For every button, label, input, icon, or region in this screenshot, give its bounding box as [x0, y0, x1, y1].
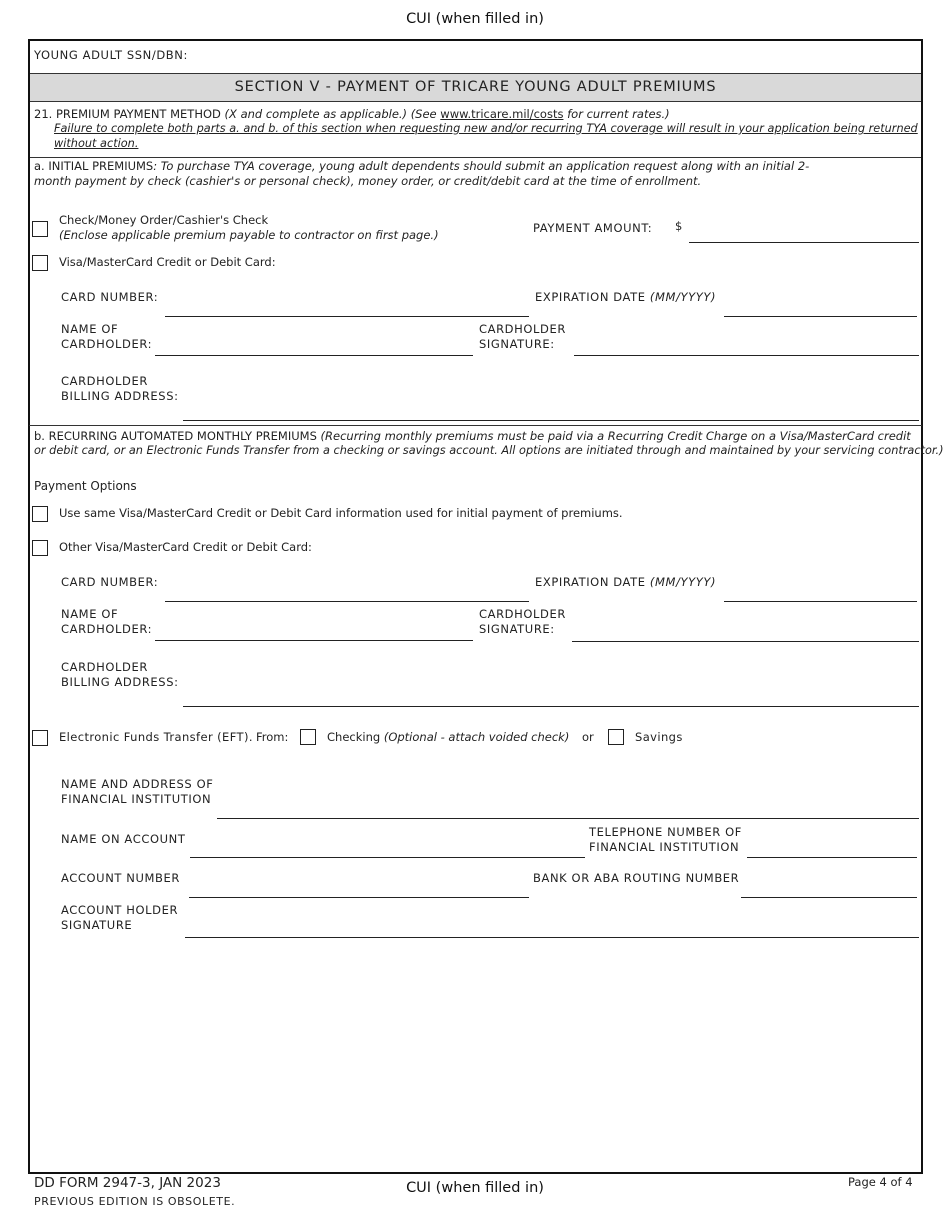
same-card-label: Use same Visa/MasterCard Credit or Debit Card information used for initial payment of premiums. — [59, 506, 623, 520]
payment-options-label: Payment Options — [34, 479, 137, 493]
initial-billing-address-label-2: BILLING ADDRESS: — [61, 389, 179, 403]
name-on-account-field[interactable] — [190, 857, 585, 858]
routing-number-label: BANK OR ABA ROUTING NUMBER — [533, 871, 740, 885]
initial-card-label: Visa/MasterCard Credit or Debit Card: — [59, 255, 276, 269]
checking-checkbox[interactable] — [300, 729, 316, 745]
cui-footer: CUI (when filled in) — [406, 1180, 544, 1196]
account-number-field[interactable] — [189, 897, 529, 898]
fin-inst-label-2: FINANCIAL INSTITUTION — [61, 792, 212, 806]
recurring-cardholder-signature-field[interactable] — [572, 641, 919, 642]
initial-cardholder-name-label-2: CARDHOLDER: — [61, 337, 153, 351]
name-on-account-label: NAME ON ACCOUNT — [61, 832, 186, 846]
initial-cardholder-signature-field[interactable] — [574, 355, 919, 356]
account-holder-signature-label-1: ACCOUNT HOLDER — [61, 903, 179, 917]
same-card-checkbox[interactable] — [32, 506, 48, 522]
recurring-billing-address-label-2: BILLING ADDRESS: — [61, 675, 179, 689]
payment-amount-label: PAYMENT AMOUNT: — [533, 221, 653, 235]
recurring-heading: b. RECURRING AUTOMATED MONTHLY PREMIUMS — [34, 429, 317, 443]
other-card-label: Other Visa/MasterCard Credit or Debit Card: — [59, 540, 312, 554]
recurring-cardholder-name-label-2: CARDHOLDER: — [61, 622, 153, 636]
section-title: SECTION V - PAYMENT OF TRICARE YOUNG ADULT PREMIUMS — [30, 73, 921, 102]
initial-expiration-label — [535, 290, 716, 304]
initial-premiums-header — [34, 159, 809, 173]
recurring-cardholder-signature-label-2: SIGNATURE: — [479, 622, 555, 636]
checking-note: (Optional - attach voided check) — [383, 730, 570, 744]
initial-cardholder-name-field[interactable] — [155, 355, 473, 356]
recurring-cardholder-name-field[interactable] — [155, 640, 473, 641]
form-frame — [28, 39, 923, 1174]
check-money-order-note: (Enclose applicable premium payable to contractor on first page.) — [59, 228, 439, 242]
recurring-card-number-label: CARD NUMBER: — [61, 575, 159, 589]
initial-expiration-text: EXPIRATION DATE — [535, 290, 646, 304]
recurring-expiration-format: (MM/YYYY) — [649, 575, 717, 589]
recurring-cardholder-name-label-1: NAME OF — [61, 607, 119, 621]
initial-billing-address-field[interactable] — [183, 420, 919, 421]
cui-header: CUI (when filled in) — [406, 11, 544, 27]
divider — [30, 157, 921, 158]
recurring-header — [34, 429, 911, 443]
initial-expiration-field[interactable] — [724, 316, 917, 317]
payment-amount-field[interactable] — [689, 242, 919, 243]
recurring-expiration-label — [535, 575, 716, 589]
savings-checkbox[interactable] — [608, 729, 624, 745]
ssn-label: YOUNG ADULT SSN/DBN: — [34, 48, 188, 62]
recurring-billing-address-label-1: CARDHOLDER — [61, 660, 148, 674]
recurring-desc: (Recurring monthly premiums must be paid via a Recurring Credit Charge on a Visa/MasterCard credit — [320, 429, 911, 443]
initial-cardholder-name-label-1: NAME OF — [61, 322, 119, 336]
fin-inst-field[interactable] — [217, 818, 919, 819]
previous-edition-note: PREVIOUS EDITION IS OBSOLETE. — [34, 1195, 236, 1208]
check-money-order-label: Check/Money Order/Cashier's Check — [59, 213, 269, 227]
item21-header — [34, 107, 670, 121]
item21-instructions-end: for current rates.) — [567, 107, 670, 121]
section-divider — [29, 425, 922, 426]
eft-from-label: From: — [256, 730, 289, 744]
recurring-card-number-field[interactable] — [165, 601, 529, 602]
initial-card-number-label: CARD NUMBER: — [61, 290, 159, 304]
fin-inst-telephone-field[interactable] — [747, 857, 917, 858]
recurring-cardholder-signature-label-1: CARDHOLDER — [479, 607, 566, 621]
account-holder-signature-field[interactable] — [185, 937, 919, 938]
recurring-expiration-text: EXPIRATION DATE — [535, 575, 646, 589]
eft-checkbox[interactable] — [32, 730, 48, 746]
check-money-order-checkbox[interactable] — [32, 221, 48, 237]
tricare-costs-link[interactable]: www.tricare.mil/costs — [440, 107, 564, 121]
initial-card-checkbox[interactable] — [32, 255, 48, 271]
recurring-desc-line2: or debit card, or an Electronic Funds Transfer from a checking or savings account. All options are initiated through and maintained by your servicing contractor.) — [34, 444, 944, 457]
checking-label: Checking — [327, 730, 381, 744]
item21-warning-line2: without action. — [54, 137, 139, 150]
item21-instructions: (X and complete as applicable.) (See — [224, 107, 437, 121]
eft-label: Electronic Funds Transfer (EFT). — [59, 730, 253, 744]
fin-inst-telephone-label-2: FINANCIAL INSTITUTION — [589, 840, 740, 854]
fin-inst-telephone-label-1: TELEPHONE NUMBER OF — [589, 825, 742, 839]
routing-number-field[interactable] — [741, 897, 917, 898]
or-label: or — [582, 730, 594, 744]
initial-premiums-desc: : To purchase TYA coverage, young adult dependents should submit an application request along with an initial 2- — [153, 159, 810, 173]
item21-title: 21. PREMIUM PAYMENT METHOD — [34, 107, 221, 121]
dollar-sign: $ — [675, 219, 683, 233]
initial-cardholder-signature-label-2: SIGNATURE: — [479, 337, 555, 351]
initial-cardholder-signature-label-1: CARDHOLDER — [479, 322, 566, 336]
item21-warning-line1: Failure to complete both parts a. and b. of this section when requesting new and/or recurring TYA coverage will result in your application being returned — [54, 122, 918, 135]
account-number-label: ACCOUNT NUMBER — [61, 871, 180, 885]
checking-option — [327, 730, 569, 744]
form-id: DD FORM 2947-3, JAN 2023 — [34, 1175, 221, 1191]
recurring-expiration-field[interactable] — [724, 601, 917, 602]
fin-inst-label-1: NAME AND ADDRESS OF — [61, 777, 214, 791]
initial-premiums-desc-line2: month payment by check (cashier's or personal check), money order, or credit/debit card at the time of enrollment. — [34, 174, 702, 188]
initial-premiums-heading: a. INITIAL PREMIUMS — [34, 159, 154, 173]
initial-expiration-format: (MM/YYYY) — [649, 290, 717, 304]
page-number: Page 4 of 4 — [848, 1175, 913, 1189]
savings-label: Savings — [635, 730, 683, 744]
initial-card-number-field[interactable] — [165, 316, 529, 317]
account-holder-signature-label-2: SIGNATURE — [61, 918, 133, 932]
other-card-checkbox[interactable] — [32, 540, 48, 556]
initial-billing-address-label-1: CARDHOLDER — [61, 374, 148, 388]
recurring-billing-address-field[interactable] — [183, 706, 919, 707]
